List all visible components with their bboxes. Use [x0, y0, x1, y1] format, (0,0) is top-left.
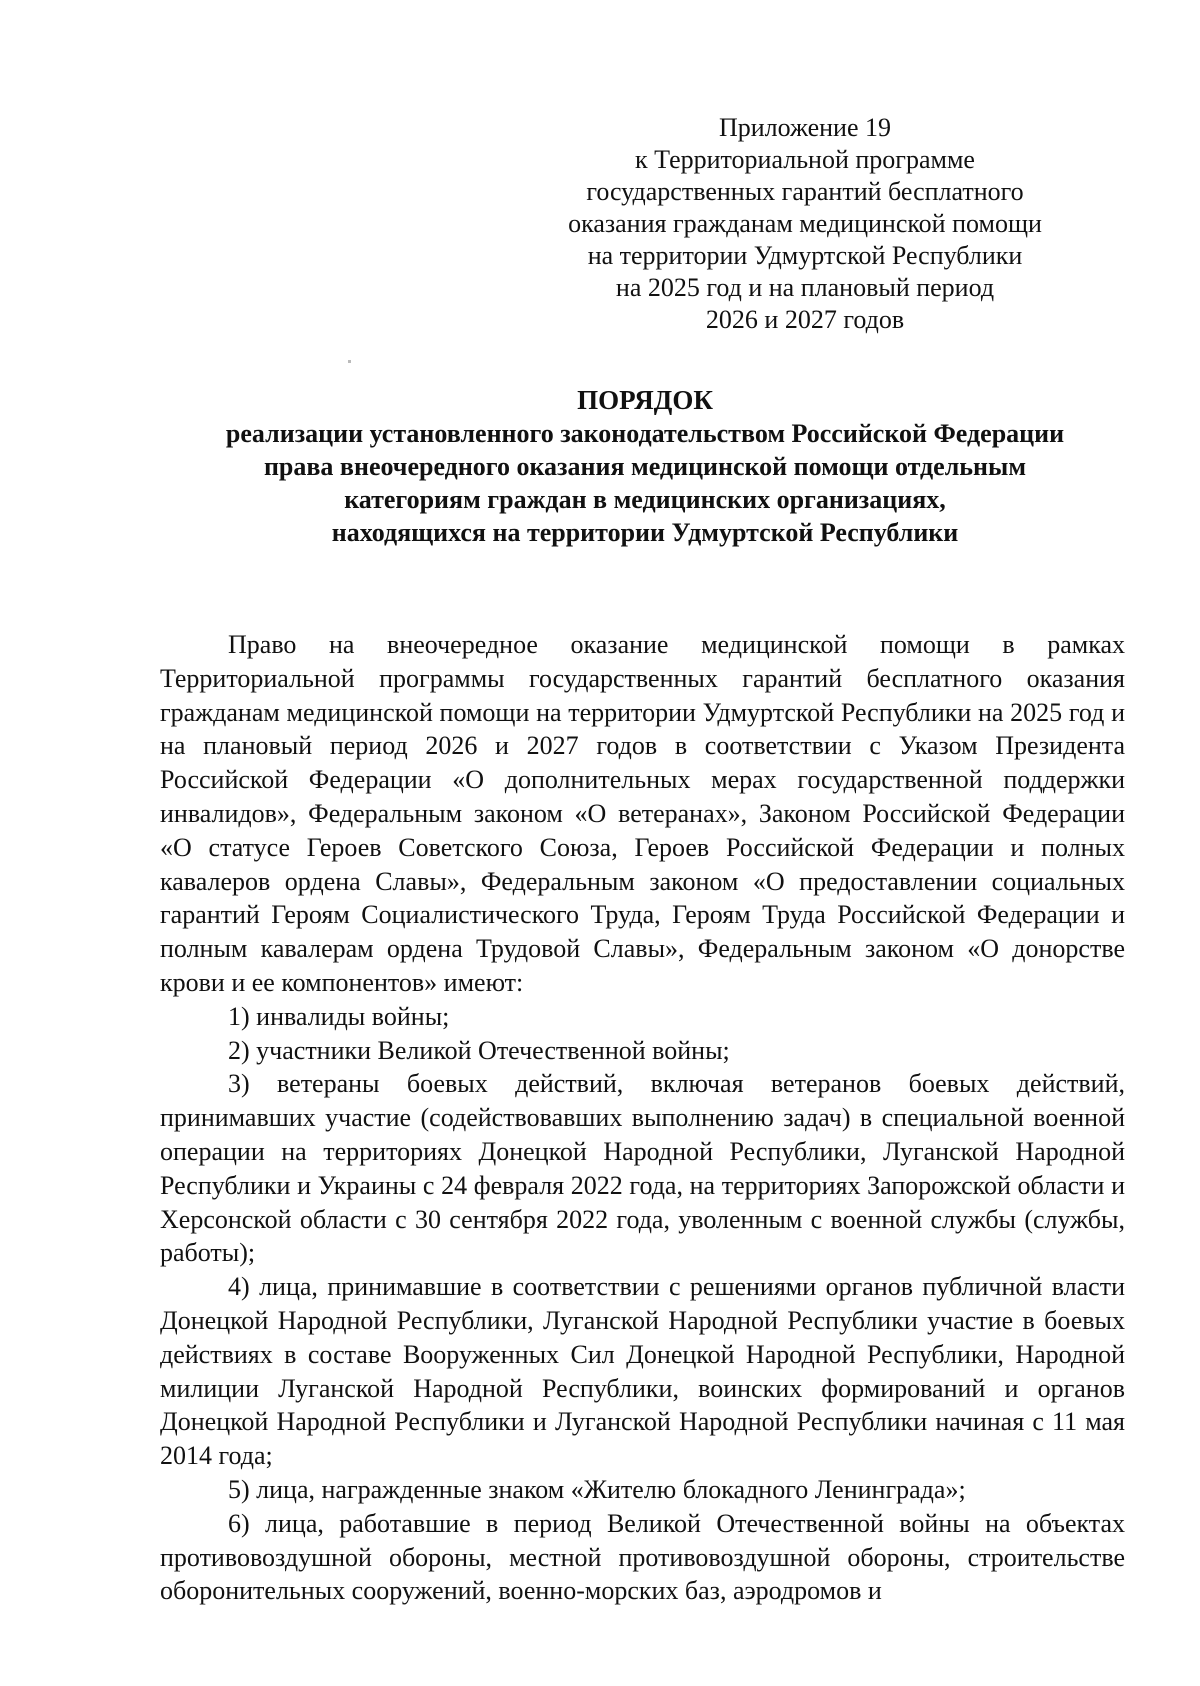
document-body	[160, 628, 1125, 1608]
document-subtitle	[100, 417, 1190, 549]
appendix-line: на территории Удмуртской Республики	[587, 241, 1023, 270]
appendix-line: государственных гарантий бесплатного	[586, 177, 1024, 206]
appendix-line: на 2025 год и на плановый период	[615, 273, 995, 302]
list-item-5: 5) лица, награжденные знаком «Жителю блокадного Ленинграда»;	[228, 1474, 966, 1504]
subtitle-line: категориям граждан в медицинских организациях,	[344, 485, 946, 514]
intro-paragraph: Право на внеочередное оказание медицинской помощи в рамках Территориальной программы государственных гарантий бесплатного оказания гражданам медицинской помощи на территории Удмуртской Республики на 2025 год и на плановый период 2026 и 2027 годов в соответствии с Указом Президента Российской Федерации «О дополнительных мерах государственной поддержки инвалидов», Федеральным законом «О ветеранах», Законом Российской Федерации «О статусе Героев Советского Союза, Героев Российской Федерации и полных кавалеров ордена Славы», Федеральным законом «О предоставлении социальных гарантий Героям Социалистического Труда, Героям Труда Российской Федерации и полным кавалерам ордена Трудовой Славы», Федеральным законом «О донорстве крови и ее компонентов» имеют:	[160, 630, 1125, 997]
appendix-header	[555, 112, 1055, 336]
list-item-2: 2) участники Великой Отечественной войны;	[228, 1035, 730, 1065]
subtitle-line: права внеочередного оказания медицинской помощи отдельным	[263, 452, 1027, 481]
list-item-4: 4) лица, принимавшие в соответствии с решениями органов публичной власти Донецкой Народной Республики, Луганской Народной Республики участие в боевых действиях в составе Вооруженных Сил Донецкой Народной Республики, Народной милиции Луганской Народной Республики, воинских формирований и органов Донецкой Народной Республики и Луганской Народной Республики начиная с 11 мая 2014 года;	[160, 1272, 1125, 1471]
appendix-line: 2026 и 2027 годов	[705, 305, 905, 334]
scan-speck	[348, 360, 351, 363]
appendix-line: к Территориальной программе	[635, 145, 975, 174]
subtitle-line: реализации установленного законодательством Российской Федерации	[225, 419, 1065, 448]
appendix-line: Приложение 19	[718, 113, 892, 142]
list-item-1: 1) инвалиды войны;	[228, 1001, 450, 1031]
list-item-6: 6) лица, работавшие в период Великой Отечественной войны на объектах противовоздушной обороны, местной противовоздушной обороны, строительстве оборонительных сооружений, военно-морских баз, аэродромов и	[160, 1508, 1125, 1606]
appendix-line: оказания гражданам медицинской помощи	[568, 209, 1042, 238]
document-title: ПОРЯДОК	[577, 385, 713, 415]
subtitle-line: находящихся на территории Удмуртской Республики	[331, 518, 959, 547]
list-item-3: 3) ветераны боевых действий, включая ветеранов боевых действий, принимавших участие (содействовавших выполнению задач) в специальной военной операции на территориях Донецкой Народной Республики, Луганской Народной Республики и Украины с 24 февраля 2022 года, на территориях Запорожской области и Херсонской области с 30 сентября 2022 года, уволенным с военной службы (службы, работы);	[160, 1069, 1125, 1268]
title-block	[100, 383, 1190, 549]
